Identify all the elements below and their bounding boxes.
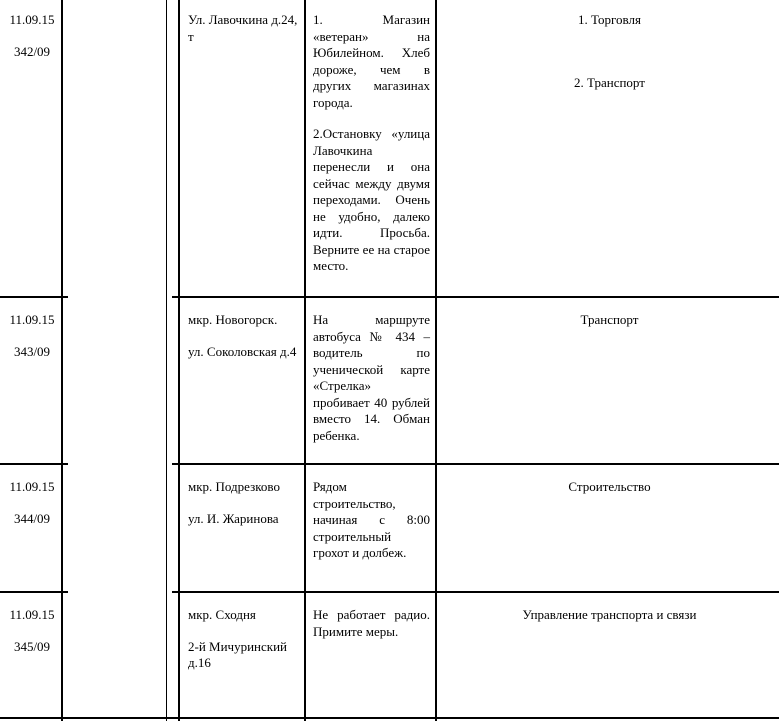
column-divider bbox=[435, 0, 437, 721]
category-label: 2. Транспорт bbox=[574, 74, 645, 90]
table-row bbox=[6, 12, 58, 60]
table-row bbox=[6, 312, 58, 360]
number-cell: 344/09 bbox=[13, 510, 51, 526]
address-cell bbox=[188, 479, 302, 539]
address-cell bbox=[188, 607, 302, 672]
row-divider bbox=[0, 296, 68, 298]
address-line: ул. И. Жаринова bbox=[188, 510, 279, 526]
column-divider bbox=[304, 0, 306, 721]
address-line: Ул. Лавочкина д.24, т bbox=[188, 12, 298, 44]
column-divider bbox=[178, 0, 180, 721]
row-divider bbox=[172, 591, 779, 593]
row-divider bbox=[172, 296, 779, 298]
row-divider bbox=[172, 463, 779, 465]
date-cell: 11.09.15 bbox=[9, 479, 55, 494]
category-cell bbox=[440, 479, 779, 496]
address-line: мкр. Сходня bbox=[188, 607, 256, 622]
category-cell bbox=[440, 312, 779, 329]
date-cell: 11.09.15 bbox=[9, 607, 55, 622]
column-divider bbox=[61, 0, 63, 721]
complaint-paragraph: Не работает радио. Примите меры. bbox=[313, 607, 430, 639]
table-row bbox=[6, 607, 58, 655]
date-cell: 11.09.15 bbox=[9, 312, 55, 327]
number-cell: 342/09 bbox=[13, 43, 51, 59]
category-label: Строительство bbox=[568, 479, 651, 494]
complaint-cell bbox=[313, 12, 430, 275]
complaint-paragraph: 1. Магазин «ветеран» на Юбилейном. Хлеб дороже, чем в других магазинах города. bbox=[313, 12, 430, 110]
number-cell: 345/09 bbox=[13, 638, 51, 654]
complaint-cell bbox=[313, 312, 430, 444]
complaint-cell bbox=[313, 607, 430, 640]
row-divider bbox=[0, 717, 779, 719]
complaint-paragraph: Рядом строительство, начиная с 8:00 строительный грохот и долбеж. bbox=[313, 479, 430, 560]
category-cell bbox=[440, 607, 779, 624]
category-cell bbox=[440, 12, 779, 91]
table-row bbox=[6, 479, 58, 527]
date-cell: 11.09.15 bbox=[9, 12, 55, 27]
category-label: 1. Торговля bbox=[578, 12, 641, 27]
number-cell: 343/09 bbox=[13, 343, 51, 359]
complaint-paragraph: На маршруте автобуса № 434 – водитель по ученической карте «Стрелка» пробивает 40 рублей вместо 14. Обман ребенка. bbox=[313, 312, 430, 443]
row-divider bbox=[0, 591, 68, 593]
address-line: мкр. Новогорск. bbox=[188, 312, 278, 327]
address-line: мкр. Подрезково bbox=[188, 479, 280, 494]
column-divider bbox=[166, 0, 167, 721]
address-line: ул. Соколовская д.4 bbox=[188, 343, 297, 359]
address-cell bbox=[188, 312, 302, 360]
complaint-paragraph: 2.Остановку «улица Лавочкина перенесли и она сейчас между двумя переходами. Очень не удобно, далеко идти. Просьба. Верните ее на старое место. bbox=[313, 126, 430, 273]
address-cell bbox=[188, 12, 302, 45]
category-label: Транспорт bbox=[580, 312, 639, 327]
complaint-cell bbox=[313, 479, 430, 562]
category-label: Управление транспорта и связи bbox=[522, 607, 697, 622]
row-divider bbox=[0, 463, 68, 465]
address-line: 2-й Мичуринский д.16 bbox=[188, 638, 288, 670]
